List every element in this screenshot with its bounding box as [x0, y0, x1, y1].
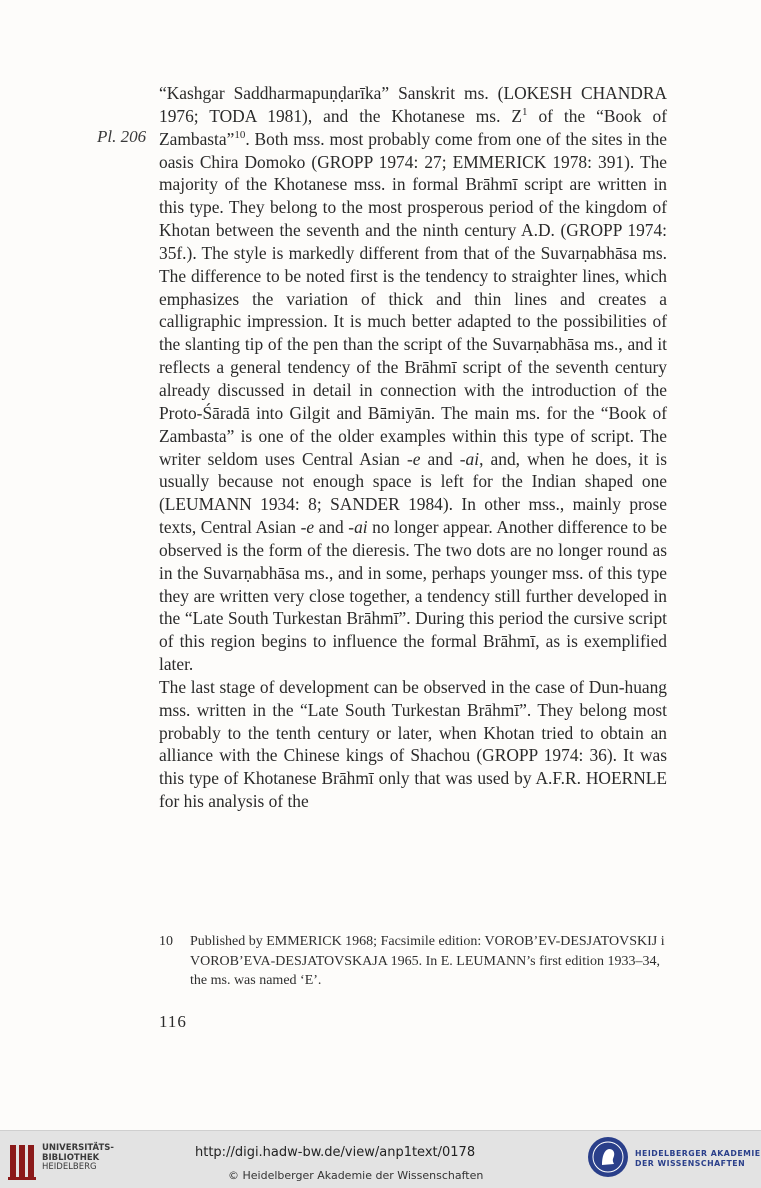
university-library-name: UNIVERSITÄTS- BIBLIOTHEK HEIDELBERG [42, 1143, 114, 1173]
plate-reference: Pl. 206 [97, 127, 147, 146]
superscript: 1 [522, 106, 528, 119]
paragraph-2: The last stage of development can be observed in the case of Dun-huang mss. written in the “Late South Turkestan Brāhmī”. They belong most probably to the tenth century or later, when Khotan tried to obtain an alliance with the Chinese kings of Shachou (GROPP 1974: 36). It was this type of Khotanese Brāhmī only that was used by A.F.R. HOERNLE for his analysis of the [159, 676, 667, 812]
footnote [159, 932, 674, 991]
footnote-number: 10 [159, 934, 173, 949]
paragraph-1: “Kashgar Saddharmapuṇḍarīka” Sanskrit ms. (LOKESH CHANDRA 1976; TODA 1981), and the Khotanese ms. $Z^1$ of the “Book of Zambasta”$^{10}$. Both mss. most probably come from one of the sites in the oasis Chira Domoko (GROPP 1974: 27; EMMERICK 1978: 391). The majority of the Khotanese mss. in formal Brāhmī script are written in this type. They belong to the most prosperous period of the kingdom of Khotan between the seventh and the ninth century A.D. (GROPP 1974: 35f.). The style is markedly different from that of the Suvarṇabhāsa ms. The difference to be noted first is the tendency to straighter lines, which emphasizes the variation of thick and thin lines and creates a calligraphic impression. It is much better adapted to the possibilities of the slanting tip of the pen than the script of the Suvarṇabhāsa ms., and it reflects a general tendency of the Brāhmī script of the seventh century already discussed in detail in connection with the introduction of the Proto-Śāradā into Gilgit and Bāmiyān. The main ms. for the “Book of Zambasta” is one of the older examples within this type of script. The writer seldom uses Central Asian -e and -ai, and, when he does, it is usually because not enough space is left for the Indian shaped one (LEUMANN 1934: 8; SANDER 1984). In other mss., mainly prose texts, Central Asian -e and -ai no longer appear. Another difference to be observed is the form of the dieresis. The two dots are no longer round as in the Suvarṇabhāsa ms., and in some, perhaps younger mss. of this type they are written very close together, a tendency still further developed in the “Late South Turkestan Brāhmī”. During this period the cursive script of this region begins to influence the formal Brāhmī, as is exemplified later. [159, 83, 667, 675]
academy-name: HEIDELBERGER AKADEMIE DER WISSENSCHAFTEN [635, 1149, 761, 1168]
viewer-footer [0, 1130, 761, 1188]
copyright-notice: © Heidelberger Akademie der Wissenschaften [228, 1169, 484, 1182]
body-text [159, 82, 667, 813]
academy-seal-icon [588, 1137, 628, 1177]
footnote-ref[interactable]: 10 [234, 128, 246, 141]
permalink-url[interactable]: http://digi.hadw-bw.de/view/anp1text/0178 [195, 1145, 476, 1160]
footnote-text: Published by EMMERICK 1968; Facsimile edition: VOROB’EV-DESJATOVSKIJ i VOROB’EVA-DESJATOVSKAJA 1965. In E. LEUMANN’s first edition 1933–34, the ms. was named ‘E’. [190, 934, 665, 988]
page-number: 116 [159, 1012, 187, 1031]
university-library-logo [8, 1141, 38, 1181]
